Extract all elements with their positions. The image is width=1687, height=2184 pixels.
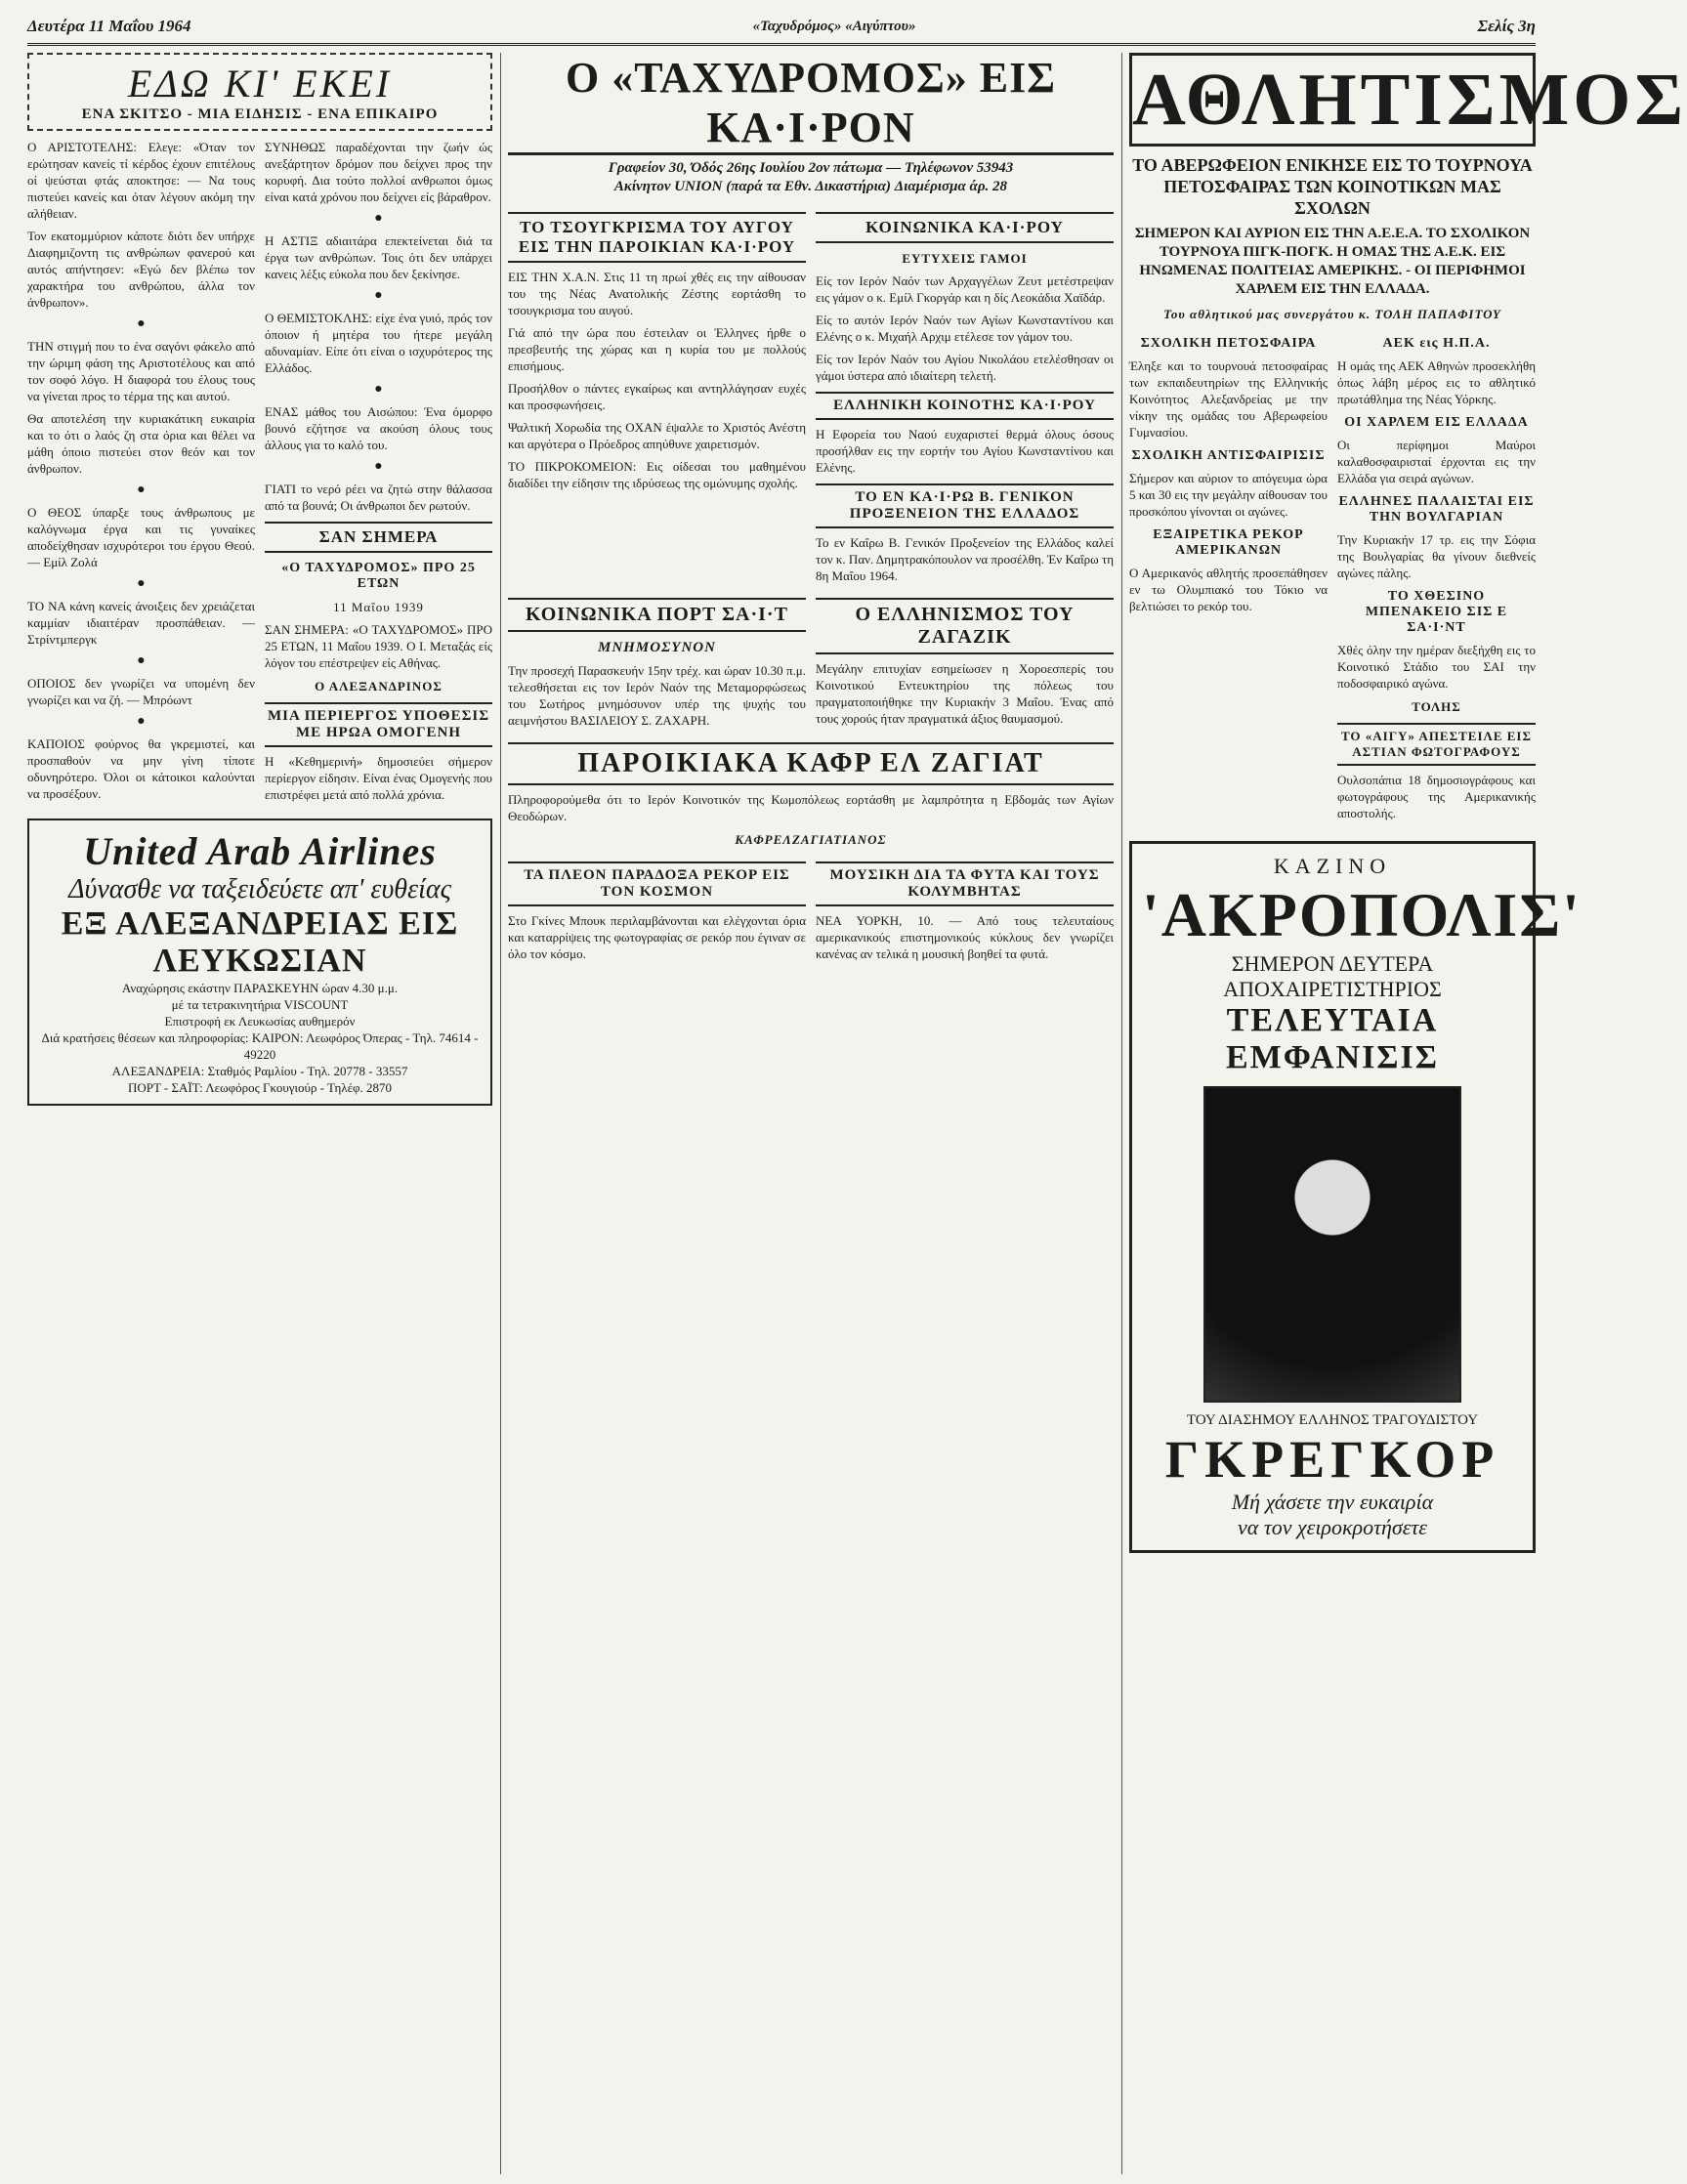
mia-periergos-text: Η «Κεθημερινή» δημοσιεύει σήμερον περίεργον είδησιν. Είναι ένας Ομογενής που επιστρέφει μετά από πολλά χρόνια. bbox=[265, 754, 492, 802]
column-middle bbox=[508, 53, 1114, 2174]
article-tsougkrisma bbox=[508, 204, 806, 590]
sports-columns bbox=[1129, 328, 1536, 827]
article-paragraph: ΤΟ ΠΙΚΡΟΚΟΜΕΙΟΝ: Εις οίδεσαι του μαθημένου διαδίδει την είδησιν της ιδρύσεως της ομώνυμης σχολής. bbox=[508, 459, 806, 490]
sports-subheadline: ΣΗΜΕΡΟΝ ΚΑΙ ΑΥΡΙΟΝ ΕΙΣ ΤΗΝ Α.Ε.Ε.Α. ΤΟ ΣΧΟΛΙΚΟΝ ΤΟΥΡΝΟΥΑ ΠΙΓΚ-ΠΟΓΚ. Η ΟΜΑΣ ΤΗΣ Α.Ε.Κ. ΕΙΣ ΗΝΩΜΕΝΑΣ ΠΟΛΙΤΕΙΑΣ ΑΜΕΡΙΚΗΣ. - ΟΙ ΠΕΡΙΦΗΜΟΙ ΧΑΡΛΕΜ ΕΙΣ ΤΗΝ ΕΛΛΑΔΑ. bbox=[1134, 226, 1531, 297]
byline: Του αθλητικού μας συνεργάτου κ. ΤΟΛΗ ΠΑΠΑΦΙΤΟΥ bbox=[1163, 307, 1501, 321]
article-paragraph: Σήμερον και αύριον το απόγευμα ώρα 5 και 30 εις την μεγάλην αίθουσαν του προσκόπου γίνονται οι αγώνες. bbox=[1129, 471, 1328, 519]
newspaper-page bbox=[27, 10, 1687, 2174]
article-heading: ΣΧΟΛΙΚΗ ΑΝΤΙΣΦΑΙΡΙΣΙΣ bbox=[1131, 448, 1326, 463]
casino-line: ΣΗΜΕΡΟΝ ΔΕΥΤΕΡΑ bbox=[1231, 951, 1434, 976]
column-divider bbox=[500, 53, 501, 2174]
anecdotes-left bbox=[27, 139, 255, 809]
article-heading: ΑΕΚ εις Η.Π.Α. bbox=[1382, 336, 1491, 351]
edo-ki-ekei-title: ΕΔΩ ΚΙ' ΕΚΕΙ bbox=[127, 62, 393, 105]
anecdotes bbox=[27, 139, 492, 809]
article-heading: ΤΟ ΕΝ ΚΑ·Ι·ΡΩ Β. ΓΕΝΙΚΟΝ ΠΡΟΞΕΝΕΙΟΝ ΤΗΣ ΕΛΛΑΔΟΣ bbox=[816, 483, 1114, 528]
article-heading: ΣΧΟΛΙΚΗ ΠΕΤΟΣΦΑΙΡΑ bbox=[1140, 336, 1317, 351]
article-paragraph: Πληροφορούμεθα ότι το Ιερόν Κοινοτικόν της Κωμοπόλεως εορτάσθη με λαμπρότητα η Εβδομάς των Αγίων Θεοδώρων. bbox=[508, 792, 1114, 823]
article-zagazik bbox=[816, 590, 1114, 735]
mia-periergos-heading: ΜΙΑ ΠΕΡΙΕΡΓΟΣ ΥΠΟΘΕΣΙΣ ΜΕ ΗΡΩΑ ΟΜΟΓΕΝΗ bbox=[265, 702, 492, 747]
article-heading: ΕΛΛΗΝΕΣ ΠΑΛΑΙΣΤΑΙ ΕΙΣ ΤΗΝ ΒΟΥΛΓΑΡΙΑΝ bbox=[1338, 494, 1535, 525]
article-heading: ΤΟ ΧΘΕΣΙΝΟ ΜΠΕΝΑΚΕΙΟ ΣΙΣ Ε ΣΑ·Ι·ΝΤ bbox=[1365, 589, 1508, 635]
sports-title: ΑΘΛΗΤΙΣΜΟΣ bbox=[1129, 53, 1536, 147]
article-paragraph: Μεγάλην επιτυχίαν εσημείωσεν η Χοροεσπερίς του Κοινοτικού Εντευκτηρίου της πόλεως του πραγματοποιήθηκε την Κυριακήν 3 Μαΐου. Ένας από τους χορούς ήταν πραγματικά άξιος θαυμασμού. bbox=[816, 661, 1114, 726]
anecdote: Θα αποτελέση την κυριακάτικη ευκαιρία και το ότι ο λαός ζη στα όρια και θέλει να μάθη όποιο πιστεύει στον θεόν και τον άνθρωπον. bbox=[27, 411, 255, 476]
article-paragraph: Την προσεχή Παρασκευήν 15ην τρέχ. και ώραν 10.30 π.μ. τελεσθήσεται εις τον Ιερόν Ναόν της Μεταμορφώσεως του Σωτήρος μνημόσυνον υπέρ της ψυχής του αειμνήστου ΒΑΣΙΛΕΙΟΥ Σ. ΖΑΧΑΡΗ. bbox=[508, 663, 806, 728]
article-paragraph: Ο Αμερικανός αθλητής προσεπάθησεν εν τω Ολυμπιακό του Τόκιο να βελτιώσει το ρεκόρ του. bbox=[1129, 566, 1328, 613]
article-rekor bbox=[508, 854, 806, 968]
article-paragraph: Έληξε και το τουρνουά πετοσφαίρας των εκπαιδευτηρίων της Ελληνικής Κοινότητος Αλεξανδρείας με την νίκην της ομάδας του Αβερωφείου Γυμνασίου. bbox=[1129, 358, 1328, 440]
san-simera-date: 11 Μαΐου 1939 bbox=[333, 600, 424, 614]
section-title: Ο «ΤΑΧΥΔΡΟΜΟΣ» ΕΙΣ ΚΑ·Ι·ΡΟΝ bbox=[508, 53, 1114, 155]
article-heading: ΕΛΛΗΝΙΚΗ ΚΟΙΝΟΤΗΣ ΚΑ·Ι·ΡΟΥ bbox=[816, 392, 1114, 420]
separator-dot: ● bbox=[137, 653, 146, 668]
article-heading: Ο ΕΛΛΗΝΙΣΜΟΣ ΤΟΥ ΖΑΓΑΖΙΚ bbox=[816, 598, 1114, 654]
anecdote: Τον εκατομμύριον κάποτε διότι δεν υπήρχε Διαφημιζοντη τις ανθρώπων φανερού και αυτός απήντησεν: «Εγώ δεν βλέπω τον χαρακτήρα του ανθρώπου, άλλα τον άνθρωπον». bbox=[27, 229, 255, 310]
san-simera-heading: ΣΑΝ ΣΗΜΕΡΑ bbox=[265, 522, 492, 553]
anecdote: Ο ΘΕΜΙΣΤΟΚΛΗΣ: είχε ένα γυιό, πρός τον όποιον ή μητέρα του ήτερε μεγάλη αδυναμίαν. Είπε ότι είναι ο ισχυρότερος της Ελλάδος. bbox=[265, 311, 492, 375]
article-heading: ΕΞΑΙΡΕΤΙΚΑ ΡΕΚΟΡ ΑΜΕΡΙΚΑΝΩΝ bbox=[1153, 527, 1304, 558]
article-heading: ΤΟ ΤΣΟΥΓΚΡΙΣΜΑ ΤΟΥ ΑΥΓΟΥ ΕΙΣ ΤΗΝ ΠΑΡΟΙΚΙΑΝ ΚΑ·Ι·ΡΟΥ bbox=[508, 212, 806, 263]
united-arab-airlines-ad[interactable] bbox=[27, 819, 492, 1106]
article-paragraph: Είς τον Ιερόν Ναόν των Αρχαγγέλων Ζευτ μετέστρεψαν εις γάμον ο κ. Εμίλ Γκοργάρ και η δίς Λεοκάδια Χαϊδάρ. bbox=[816, 273, 1114, 305]
separator-dot: ● bbox=[374, 382, 383, 397]
ad-line: Αναχώρησις εκάστην ΠΑΡΑΣΚΕΥΗΝ ώραν 4.30 μ.μ. bbox=[121, 981, 399, 995]
article-paragraph: Είς το αυτόν Ιερόν Ναόν των Αγίων Κωνσταντίνου και Ελένης ο κ. Μιχαήλ Αρχιμ ετέλεσε τον γάμον του. bbox=[816, 313, 1114, 344]
san-simera-text: ΣΑΝ ΣΗΜΕΡΑ: «Ο ΤΑΧΥΔΡΟΜΟΣ» ΠΡΟ 25 ΕΤΩΝ, 11 Μαΐου 1939. Ο Ι. Μεταξάς είς λόγον του επέστρεψεν είς Αθήνας. bbox=[265, 622, 492, 670]
article-heading: ΚΟΙΝΩΝΙΚΑ ΠΟΡΤ ΣΑ·Ι·Τ bbox=[508, 598, 806, 632]
anecdote: ΤΗΝ στιγμή που το ένα σαγόνι φάκελο από την ώριμη φάση της Αριστοτέλους και από τον σοφό λόγο. Η διαφορά του έλους τους να γίνεται προς το τέρμα της και αυτού. bbox=[27, 339, 255, 403]
anecdotes-right bbox=[265, 139, 492, 809]
sports-right bbox=[1337, 328, 1536, 827]
article-subheading: ΜΝΗΜΟΣΥΝΟΝ bbox=[598, 640, 716, 655]
article-paragraph: Προσήλθον ο πάντες εγκαίρως και αντηλλάγησαν ευχές και προσφωνήσεις. bbox=[508, 381, 806, 412]
article-port-said bbox=[508, 590, 806, 735]
ad-line: Επιστροφή εκ Λευκωσίας αυθημερόν bbox=[164, 1014, 356, 1029]
separator-dot: ● bbox=[137, 316, 146, 331]
anecdote: ΟΠΟΙΟΣ δεν γνωρίζει να υπομένη δεν γνωρίζει και να ζή. — Μπρόωντ bbox=[27, 676, 255, 707]
separator-dot: ● bbox=[137, 483, 146, 497]
article-mousiki bbox=[816, 854, 1114, 968]
singer-name: ΓΚΡΕΓΚΟΡ bbox=[1164, 1430, 1500, 1489]
sports-headline: ΤΟ ΑΒΕΡΩΦΕΙΟΝ ΕΝΙΚΗΣΕ ΕΙΣ ΤΟ ΤΟΥΡΝΟΥΑ ΠΕΤΟΣΦΑΙΡΑΣ ΤΩΝ ΚΟΙΝΟΤΙΚΩΝ ΜΑΣ ΣΧΟΛΩΝ bbox=[1132, 155, 1533, 218]
masthead-page: Σελίς 3η bbox=[1477, 17, 1536, 35]
ad-line: ΠΟΡΤ - ΣΑΪΤ: Λεωφόρος Γκουγιούρ - Τηλέφ. 2870 bbox=[127, 1080, 393, 1095]
ad-line: μέ τα τετρακινητήρια VISCOUNT bbox=[171, 997, 349, 1012]
san-simera-sub: «Ο ΤΑΧΥΔΡΟΜΟΣ» ΠΡΟ 25 ΕΤΩΝ bbox=[281, 561, 476, 591]
masthead-date: Δευτέρα 11 Μαΐου 1964 bbox=[27, 17, 191, 35]
casino-kicker: ΚΑΖΙΝΟ bbox=[1273, 854, 1392, 878]
masthead-paper: «Ταχυδρόμος» «Αιγύπτου» bbox=[752, 18, 916, 34]
article-paragraph: Το εν Καΐρω Β. Γενικόν Προξενείον της Ελλάδος καλεί τον κ. Παν. Δημητρακόπουλον να προσέλθη. Έν Καΐρω τη 8η Μαΐου 1964. bbox=[816, 535, 1114, 583]
article-heading: ΜΟΥΣΙΚΗ ΔΙΑ ΤΑ ΦΥΤΑ ΚΑΙ ΤΟΥΣ ΚΟΛΥΜΒΗΤΑΣ bbox=[816, 861, 1114, 906]
article-heading: ΤΟ «ΑΙΓΥ» ΑΠΕΣΤΕΙΛΕ ΕΙΣ ΑΣΤΙΑΝ ΦΩΤΟΓΡΑΦΟΥΣ bbox=[1337, 723, 1536, 766]
anecdote: Ο ΘΕΟΣ ύπαρξε τους άνθρωπους με καλόγνωμα έργα και τις γυναίκες αποδείχθησαν ισχυρότεροι του έργου Θεού. — Εμίλ Ζολά bbox=[27, 505, 255, 569]
casino-tagline: Μή χάσετε την ευκαιρία bbox=[1231, 1490, 1434, 1514]
anecdote: Ο ΑΡΙΣΤΟΤΕΛΗΣ: Ελεγε: «Όταν τον ερώτησαν κανείς τί κέρδος έχουν επιτέλους οί ψεύσται φτάς αποκτησε: — Να τους πιστεύει κανείς και όταν λέγουν ακόμη την αλήθειαν. bbox=[27, 140, 255, 221]
article-paragraph: Ψαλτική Χορωδία της ΟΧΑΝ έψαλλε το Χριστός Ανέστη και αργότερα ο Πρόεδρος απηύθυνε χαιρετισμόν. bbox=[508, 420, 806, 451]
article-paragraph: Οι περίφημοι Μαύροι καλαθοσφαιρισταί έρχονται εις την Ελλάδα για σειρά αγώνων. bbox=[1337, 438, 1536, 485]
article-paragraph: ΕΙΣ ΤΗΝ Χ.Α.Ν. Στις 11 τη πρωί χθές εις την αίθουσαν του της Νέας Ανατολικής Ζέστης εορτάσθη το τσουγκρισμα του αυγού. bbox=[508, 270, 806, 317]
article-paragraph: Είς τον Ιερόν Ναόν του Αγίου Νικολάου ετελέσθησαν οι γάμοι ύστερα από ιδιαίτερη τελετή. bbox=[816, 352, 1114, 383]
casino-headline: ΤΕΛΕΥΤΑΙΑ ΕΜΦΑΝΙΣΙΣ bbox=[1225, 1002, 1440, 1075]
sports-left bbox=[1129, 328, 1328, 827]
article-paragraph: Η Εφορεία του Ναού ευχαριστεί θερμά όλους όσους προσήλθαν εις την εορτήν του Αγίου Κωνσταντίνου και Ελένης. bbox=[816, 427, 1114, 475]
article-paragraph: Χθές όλην την ημέραν διεξήχθη εις το Κοινοτικό Στάδιο του ΣΑΙ την ποδοσφαιρικό αγώνα. bbox=[1337, 643, 1536, 691]
article-heading: ΚΟΙΝΩΝΙΚΑ ΚΑ·Ι·ΡΟΥ bbox=[816, 212, 1114, 243]
article-paragraph: ΝΕΑ ΥΟΡΚΗ, 10. — Από τους τελευταίους αμερικανικούς επιστημονικούς κύκλους δεν γνωρίζει κανένας αν τελικά η μουσική βοηθεί τα φυτά. bbox=[816, 913, 1114, 961]
separator-dot: ● bbox=[137, 714, 146, 729]
ad-line: ΑΛΕΞΑΝΔΡΕΙΑ: Σταθμός Ραμλίου - Τηλ. 20778 - 33557 bbox=[111, 1064, 408, 1078]
column-left bbox=[27, 53, 492, 2174]
article-heading: ΟΙ ΧΑΡΛΕΜ ΕΙΣ ΕΛΛΑΔΑ bbox=[1344, 415, 1529, 430]
edo-ki-ekei-subtitle: ΕΝΑ ΣΚΙΤΣΟ - ΜΙΑ ΕΙΔΗΣΙΣ - ΕΝΑ ΕΠΙΚΑΙΡΟ bbox=[81, 106, 439, 122]
byline: ΤΟΛΗΣ bbox=[1412, 699, 1461, 714]
office-line: Ακίνητον UNION (παρά τα Εθν. Δικαστήρια) Διαμέρισμα άρ. 28 bbox=[613, 179, 1008, 194]
casino-tagline: να τον χειροκροτήσετε bbox=[1238, 1515, 1427, 1539]
ad-line: Δύνασθε να ταξειδεύετε απ' ευθείας bbox=[68, 874, 451, 904]
masthead bbox=[27, 10, 1536, 46]
office-line: Γραφείον 30, Όδός 26ης Ιουλίου 2ον πάτωμα — Τηλέφωνον 53943 bbox=[608, 160, 1014, 176]
article-paragraph: Την Κυριακήν 17 τρ. εις την Σόφια της Βουλγαρίας θα γίνουν διεθνείς αγώνες πάλης. bbox=[1337, 532, 1536, 580]
casino-caption: ΤΟΥ ΔΙΑΣΗΜΟΥ ΕΛΛΗΝΟΣ ΤΡΑΓΟΥΔΙΣΤΟΥ bbox=[1186, 1412, 1479, 1428]
singer-photo bbox=[1203, 1086, 1461, 1403]
separator-dot: ● bbox=[374, 459, 383, 474]
anecdote: ΣΥΝΗΘΩΣ παραδέχονται την ζωήν ώς ανεξάρτητον δρόμον που δείχνει προς την κορυφή. Δια τούτο πολλοί ανθρωποι όμως είναι κατά χρόνου που δείχνει είς βάραθρον. bbox=[265, 140, 492, 204]
article-koinonika-kairou bbox=[816, 204, 1114, 590]
articles-middle bbox=[508, 590, 1114, 735]
anecdote: ΕΝΑΣ μάθος του Αισώπου: Ένα όμορφο βουνό εζήτησε να ακούση όλους τους άλλους για το καλό του. bbox=[265, 404, 492, 452]
office-address bbox=[508, 159, 1114, 196]
byline: ΚΑΦΡΕΛΖΑΓΙΑΤΙΑΝΟΣ bbox=[735, 832, 887, 847]
ad-route: ΕΞ ΑΛΕΞΑΝΔΡΕΙΑΣ ΕΙΣ ΛΕΥΚΩΣΙΑΝ bbox=[61, 905, 459, 979]
separator-dot: ● bbox=[374, 211, 383, 226]
articles-top bbox=[508, 204, 1114, 590]
separator-dot: ● bbox=[137, 576, 146, 591]
article-subheading: ΕΥΤΥΧΕΙΣ ΓΑΜΟΙ bbox=[902, 251, 1028, 266]
edo-ki-ekei-header bbox=[27, 53, 492, 131]
article-heading: ΠΑΡΟΙΚΙΑΚΑ ΚΑΦΡ ΕΛ ΖΑΓΙΑΤ bbox=[508, 742, 1114, 785]
ad-line: Διά κρατήσεις θέσεων και πληροφορίας: ΚΑΙΡΟΝ: Λεωφόρος Όπερας - Τηλ. 74614 - 49220 bbox=[41, 1030, 479, 1062]
article-paragraph: Στο Γκίνες Μπουκ περιλαμβάνονται και ελέγχονται όρια και καταρρίψεις της φωτογραφίας σε ρεκόρ που έγιναν σε όλο τον κόσμο. bbox=[508, 913, 806, 961]
casino-line: ΑΠΟΧΑΙΡΕΤΙΣΤΗΡΙΟΣ bbox=[1223, 977, 1442, 1001]
separator-dot: ● bbox=[374, 288, 383, 303]
article-heading: ΤΑ ΠΛΕΟΝ ΠΑΡΑΔΟΞΑ ΡΕΚΟΡ ΕΙΣ ΤΟΝ ΚΟΣΜΟΝ bbox=[508, 861, 806, 906]
column-divider bbox=[1121, 53, 1122, 2174]
anecdote: ΤΟ ΝΑ κάνη κανείς άνοιξεις δεν χρειάζεται καμμίαν ιδιαιτέραν προσπάθειαν. — Στρίντμπεργκ bbox=[27, 599, 255, 647]
column-right bbox=[1129, 53, 1687, 2174]
anecdote: ΓΙΑΤΙ το νερό ρέει να ζητώ στην θάλασσα από τα βουνά; Οι άνθρωποι δεν ρωτούν. bbox=[265, 482, 492, 513]
article-paragraph: Ουλσοπάπια 18 δημοσιογράφους και φωτογράφους της Αμερικανικής αποστολής. bbox=[1337, 773, 1536, 820]
article-paragraph: Γιά από την ώρα που έστειλαν οι Έλληνες ήρθε ο πρεσβευτής της χώρας και η κυρία του με πολλούς επισήμους. bbox=[508, 325, 806, 373]
casino-name: 'ΑΚΡΟΠΟΛΙΣ' bbox=[1142, 880, 1582, 949]
anecdote: ΚΑΠΟΙΟΣ φούρνος θα γκρεμιστεί, και προσπαθούν να μην γίνη τίποτε οδυνηρότερο. Όλοι οι κάτοικοι καλούνται να προσέξουν. bbox=[27, 736, 255, 801]
anecdote: Η ΑΣΤΙΞ αδιαιτάρα επεκτείνεται διά τα έργα των ανθρώπων. Τοις ότι δεν υπάρχει κανεις λέξις εύκολα που δεν ξεκίνησε. bbox=[265, 233, 492, 281]
casino-akropolis-ad[interactable] bbox=[1129, 841, 1582, 1553]
byline: Ο ΑΛΕΞΑΝΔΡΙΝΟΣ bbox=[315, 679, 443, 693]
article-paragraph: Η ομάς της ΑΕΚ Αθηνών προσεκλήθη όπως λάβη μέρος εις το αθλητικό πρωτάθλημα της Νέας Υόρκης. bbox=[1337, 358, 1536, 406]
ad-brand: United Arab Airlines bbox=[83, 829, 437, 873]
articles-bottom bbox=[508, 854, 1114, 968]
